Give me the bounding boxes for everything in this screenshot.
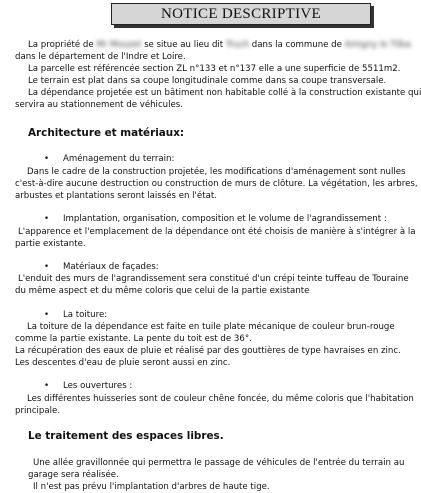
ouvertures-line-2: principale. [15, 406, 61, 416]
bullet-toiture [44, 309, 107, 321]
document-title: NOTICE DESCRIPTIVE [111, 3, 371, 25]
facades-line-2: du même aspect et du même coloris que celui de la partie existante [15, 286, 310, 296]
intro-line-1 [28, 39, 411, 51]
bullet-dot-icon: • [44, 310, 50, 320]
intro-text: dans la commune de [249, 40, 345, 50]
bullet-dot-icon: • [44, 381, 50, 391]
intro-line-2: dans le département de l'Indre et Loire. [15, 52, 186, 62]
bullet-title: Aménagement du terrain: [63, 154, 175, 164]
bullet-title: La toiture: [63, 310, 108, 320]
bullet-ouvertures [44, 380, 132, 392]
place-name-redacted: Truch [225, 40, 250, 50]
toiture-line-2: comme la partie existante. La pente du toit est de 36°. [15, 334, 252, 344]
bullet-dot-icon: • [44, 154, 50, 164]
amenagement-line-2: c'est-à-dire aucune destruction ou construction de murs de clôture. La végétation, les arbres, [15, 179, 418, 189]
intro-line-5: La dépendance projetée est un bâtiment non habitable collé à la construction existante qui [28, 88, 421, 98]
amenagement-line-3: arbustes et plantations seront laissés en l'état. [15, 191, 217, 201]
intro-text: La propriété de [28, 40, 97, 50]
amenagement-line-1: Dans le cadre de la construction projetée, les modifications d'aménagement sont nulles [27, 167, 406, 177]
owner-name-redacted: Mr Mouzet [96, 40, 142, 50]
espaces-line-3: Il n'est pas prévu l'implantation d'arbres de haute tige. [33, 482, 270, 492]
bullet-dot-icon: • [44, 214, 50, 224]
facades-line-1: L'enduit des murs de l'agrandissement sera constitué d'un crépi teinte tuffeau de Touraine [18, 274, 409, 284]
espaces-line-2: garage sera réalisée. [28, 470, 119, 480]
implantation-line-2: partie existante. [15, 239, 86, 249]
section-heading-espaces-libres: Le traitement des espaces libres. [28, 430, 224, 442]
commune-name-redacted: Amigny le Tilba [344, 40, 411, 50]
bullet-implantation [44, 213, 387, 225]
bullet-title: Les ouvertures : [63, 381, 133, 391]
bullet-facades [44, 261, 159, 273]
toiture-line-4: Les descentes d'eau de pluie seront aussi en zinc. [15, 358, 231, 368]
implantation-line-1: L'apparence et l'emplacement de la dépendance ont été choisis de manière à s'intégrer à la [18, 227, 416, 237]
espaces-line-1: Une allée gravillonnée qui permettra le passage de véhicules de l'entrée du terrain au [33, 458, 405, 468]
bullet-title: Implantation, organisation, composition et le volume de l'agrandissement : [63, 214, 387, 224]
bullet-dot-icon: • [44, 262, 50, 272]
toiture-line-3: La récupération des eaux de pluie et réalisé par des gouttières de type havraises en zinc. [15, 346, 401, 356]
intro-line-4: Le terrain est plat dans sa coupe longitudinale comme dans sa coupe transversale. [28, 76, 387, 86]
intro-line-3: La parcelle est référencée section ZL n°133 et n°137 elle a une superficie de 5511m2. [28, 64, 401, 74]
bullet-amenagement [44, 153, 174, 165]
section-heading-architecture: Architecture et matériaux: [28, 127, 185, 139]
intro-line-6: servira au stationnement de véhicules. [15, 100, 183, 110]
intro-text: se situe au lieu dit [141, 40, 226, 50]
bullet-title: Matériaux de façades: [63, 262, 159, 272]
toiture-line-1: La toiture de la dépendance est faite en tuile plate mécanique de couleur brun-rouge [27, 322, 395, 332]
ouvertures-line-1: Les différentes huisseries sont de couleur chêne foncée, du même coloris que l'habitation [27, 394, 414, 404]
